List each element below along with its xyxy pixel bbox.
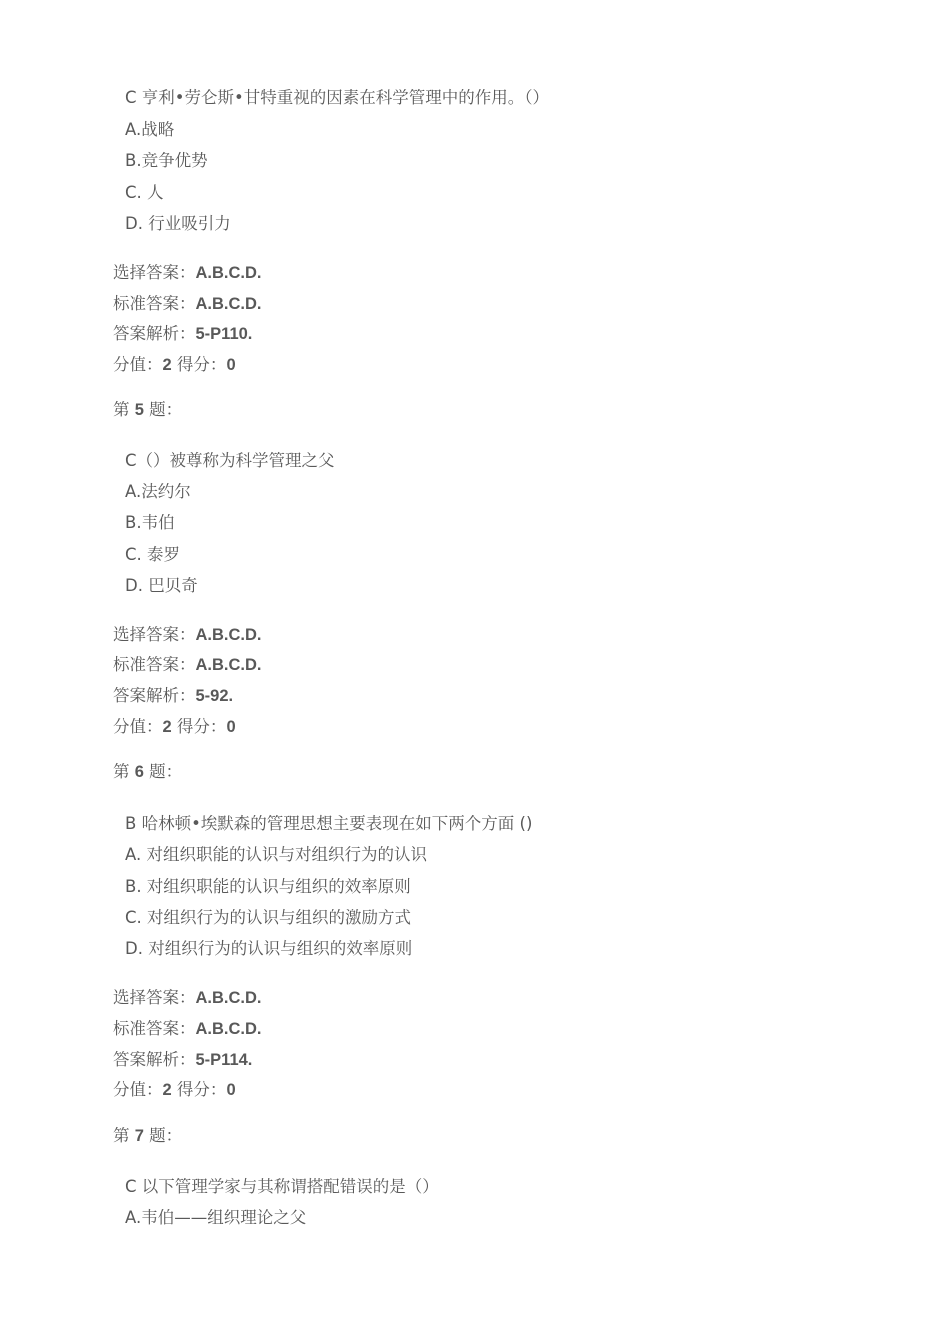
option-c: C. 人 xyxy=(125,183,164,202)
selected-answer: 选择答案：A.B.C.D. xyxy=(113,625,262,644)
question-number: 第 7 题： xyxy=(113,1126,183,1145)
question-stem: C 以下管理学家与其称谓搭配错误的是（） xyxy=(125,1177,439,1196)
option-d: D. 对组织行为的认识与组织的效率原则 xyxy=(125,939,413,958)
option-b: B. 对组织职能的认识与组织的效率原则 xyxy=(125,877,411,896)
option-c: C. 泰罗 xyxy=(125,545,181,564)
score-line: 分值：2 得分：0 xyxy=(113,355,236,374)
option-a: A.法约尔 xyxy=(125,482,191,501)
option-a: A.战略 xyxy=(125,120,175,139)
option-d: D. 巴贝奇 xyxy=(125,576,198,595)
answer-analysis: 答案解析：5-P114. xyxy=(113,1050,253,1069)
option-b: B.竞争优势 xyxy=(125,151,208,170)
question-stem: C（）被尊称为科学管理之父 xyxy=(125,451,335,470)
selected-answer: 选择答案：A.B.C.D. xyxy=(113,263,262,282)
score-line: 分值：2 得分：0 xyxy=(113,1080,236,1099)
answer-analysis: 答案解析：5-P110. xyxy=(113,324,253,343)
option-a: A. 对组织职能的认识与对组织行为的认识 xyxy=(125,845,427,864)
question-number: 第 6 题： xyxy=(113,762,183,781)
standard-answer: 标准答案：A.B.C.D. xyxy=(113,294,262,313)
option-c: C. 对组织行为的认识与组织的激励方式 xyxy=(125,908,412,927)
question-stem: C 亨利•劳仑斯•甘特重视的因素在科学管理中的作用。（） xyxy=(125,88,549,107)
standard-answer: 标准答案：A.B.C.D. xyxy=(113,655,262,674)
answer-analysis: 答案解析：5-92. xyxy=(113,686,234,705)
question-stem: B 哈林顿•埃默森的管理思想主要表现在如下两个方面 () xyxy=(125,814,533,833)
score-line: 分值：2 得分：0 xyxy=(113,717,236,736)
option-d: D. 行业吸引力 xyxy=(125,214,231,233)
standard-answer: 标准答案：A.B.C.D. xyxy=(113,1019,262,1038)
selected-answer: 选择答案：A.B.C.D. xyxy=(113,988,262,1007)
option-b: B.韦伯 xyxy=(125,513,175,532)
question-number: 第 5 题： xyxy=(113,400,183,419)
option-a: A.韦伯——组织理论之父 xyxy=(125,1208,307,1227)
